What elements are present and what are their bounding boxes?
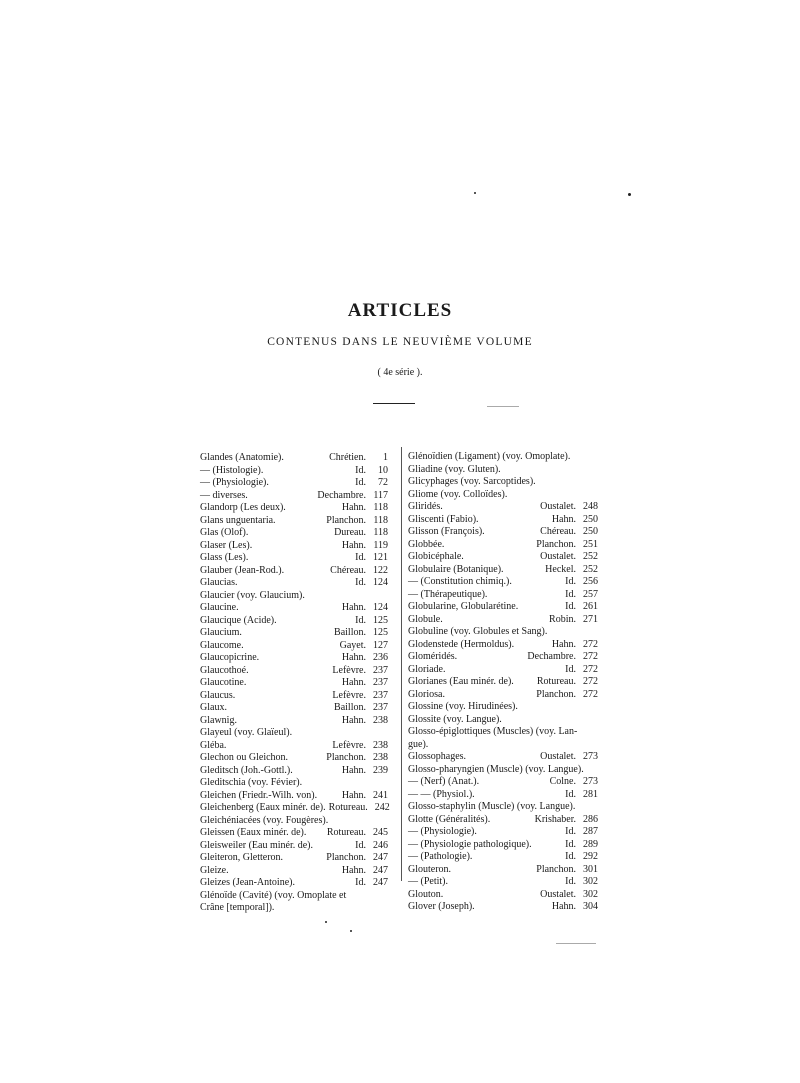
index-entry	[408, 551, 598, 564]
index-entry	[408, 751, 598, 764]
entry-author: Id.	[355, 614, 366, 626]
entry-title: Glechon ou Gleichon.	[200, 752, 289, 763]
index-entry	[200, 752, 388, 765]
index-entry	[200, 490, 388, 503]
entry-page: 236	[373, 652, 388, 663]
index-entry	[200, 577, 388, 590]
entry-author: Hahn.	[341, 789, 366, 801]
entry-page	[576, 489, 598, 502]
page-title: ARTICLES	[347, 300, 453, 321]
entry-author: Gayet.	[339, 639, 366, 651]
entry-title: Globularine, Globularétine.	[408, 601, 519, 612]
scan-speck	[487, 406, 519, 407]
index-entry	[408, 889, 598, 902]
entry-page: 245	[373, 827, 388, 838]
index-column-right	[408, 451, 598, 914]
index-entry	[200, 465, 388, 478]
entry-page: 272	[583, 638, 598, 650]
index-entry	[408, 739, 598, 752]
entry-page: 237	[373, 689, 388, 701]
entry-page: 247	[373, 877, 388, 888]
entry-title: Glossine (voy. Hirudinées).	[408, 701, 518, 712]
entry-author: Id.	[565, 588, 576, 600]
entry-page	[587, 764, 609, 777]
entry-author: Krishaber.	[534, 813, 576, 825]
index-entry	[200, 740, 388, 753]
entry-page: 248	[583, 501, 598, 512]
entry-author: Rotureau.	[536, 676, 576, 687]
entry-title: Glover (Joseph).	[408, 901, 475, 912]
index-entry	[408, 639, 598, 652]
index-entry	[408, 501, 598, 514]
entry-title: Gleissen (Eaux minér. de).	[200, 827, 307, 838]
entry-page: 292	[583, 851, 598, 862]
entry-title: Glans unguentaria.	[200, 514, 276, 526]
entry-page	[366, 590, 388, 603]
entry-title: Glaucique (Acide).	[200, 614, 277, 626]
entry-title: Glicyphages (voy. Sarcoptides).	[408, 476, 536, 487]
entry-title: Globuline (voy. Globules et Sang).	[408, 626, 548, 637]
index-entry	[200, 452, 388, 465]
index-entry	[200, 727, 388, 740]
index-entry	[200, 590, 388, 603]
index-entry	[200, 802, 388, 815]
index-entry	[200, 540, 388, 553]
entry-page	[576, 476, 598, 489]
entry-page	[578, 801, 600, 814]
index-entry	[200, 640, 388, 653]
entry-author: Oustalet.	[540, 751, 576, 762]
entry-page: 238	[373, 752, 388, 763]
entry-title: Glaux.	[200, 702, 227, 713]
entry-title: — (Nerf) (Anat.).	[408, 776, 480, 787]
entry-author: Chéreau.	[540, 526, 576, 537]
entry-title: Glandorp (Les deux).	[200, 502, 286, 513]
entry-page: 272	[583, 676, 598, 687]
entry-page: 122	[373, 564, 388, 576]
entry-title: Glas (Olof).	[200, 527, 249, 538]
entry-title: — — (Physiol.).	[408, 788, 475, 800]
index-entry	[200, 627, 388, 640]
entry-page: 273	[583, 776, 598, 787]
entry-title: Glosso-staphylin (Muscle) (voy. Langue).	[408, 801, 576, 812]
entry-title: Gliadine (voy. Gluten).	[408, 463, 501, 475]
index-entry	[200, 790, 388, 803]
entry-author: Dechambre.	[527, 651, 576, 662]
entry-title: — (Constitution chimiq.).	[408, 576, 512, 587]
entry-title: gue).	[408, 738, 429, 750]
entry-page: 304	[583, 901, 598, 912]
entry-page: 272	[583, 688, 598, 700]
entry-title: Globulaire (Botanique).	[408, 563, 504, 575]
entry-author: Id.	[355, 877, 366, 888]
entry-author: Hahn.	[341, 502, 366, 513]
entry-author: Hahn.	[341, 602, 366, 613]
entry-page: 250	[583, 526, 598, 537]
entry-title: Glaucus.	[200, 689, 236, 701]
entry-page: 124	[373, 577, 388, 588]
index-entry	[408, 651, 598, 664]
index-entry	[408, 801, 598, 814]
entry-page: 281	[583, 788, 598, 800]
entry-title: Globicéphale.	[408, 551, 464, 562]
entry-author: Hahn.	[341, 714, 366, 726]
entry-author: Rotureau.	[328, 802, 368, 813]
index-entry	[200, 665, 388, 678]
entry-author: Id.	[565, 851, 576, 862]
entry-page: 241	[373, 789, 388, 801]
entry-page: 118	[373, 527, 388, 538]
entry-title: Glosso-pharyngien (Muscle) (voy. Langue).	[408, 763, 584, 775]
index-entry	[200, 502, 388, 515]
index-entry	[408, 876, 598, 889]
index-entry	[200, 615, 388, 628]
entry-title: Gloriade.	[408, 663, 446, 675]
entry-title: Glaser (Les).	[200, 539, 253, 551]
entry-author: Chrétien.	[329, 452, 366, 463]
entry-title: Gleizes (Jean-Antoine).	[200, 877, 295, 888]
index-entry	[408, 839, 598, 852]
entry-title: Glossite (voy. Langue).	[408, 713, 502, 725]
entry-page: 119	[373, 539, 388, 551]
index-entry	[408, 589, 598, 602]
entry-page: 127	[373, 639, 388, 651]
entry-author: Hahn.	[551, 638, 576, 650]
entry-author: Planchon.	[326, 514, 366, 526]
entry-author: Id.	[355, 552, 366, 563]
entry-title: — (Pathologie).	[408, 851, 473, 862]
entry-page	[576, 626, 598, 639]
entry-author: Heckel.	[545, 563, 576, 575]
entry-author: Hahn.	[341, 677, 366, 688]
entry-author: Oustalet.	[540, 888, 576, 900]
entry-title: Glaucopicrine.	[200, 652, 260, 663]
entry-page: 302	[583, 876, 598, 887]
index-entry	[200, 815, 388, 828]
entry-title: Glass (Les).	[200, 552, 249, 563]
index-entry	[200, 690, 388, 703]
entry-title: Glauber (Jean-Rod.).	[200, 564, 285, 576]
entry-page: 118	[373, 502, 388, 513]
entry-author: Baillon.	[334, 627, 366, 638]
entry-title: Gloriosa.	[408, 688, 445, 700]
entry-author: Id.	[565, 826, 576, 837]
index-entry	[408, 676, 598, 689]
index-entry	[408, 526, 598, 539]
entry-title: Glotte (Généralités).	[408, 813, 491, 825]
entry-title: — (Physiologie pathologique).	[408, 838, 532, 850]
index-entry	[408, 601, 598, 614]
entry-page: 239	[373, 764, 388, 776]
entry-author: Id.	[565, 576, 576, 587]
entry-page	[366, 890, 388, 903]
entry-author: Planchon.	[536, 863, 576, 875]
entry-title: — (Physiologie).	[408, 826, 477, 837]
index-entry	[408, 776, 598, 789]
entry-title: Gleditschia (voy. Févier).	[200, 777, 303, 788]
entry-title: Glosso-épiglottiques (Muscles) (voy. Lan-	[408, 726, 578, 737]
entry-page: 237	[373, 677, 388, 688]
index-entry	[200, 852, 388, 865]
entry-page	[576, 464, 598, 477]
index-entry	[200, 765, 388, 778]
index-entry	[408, 814, 598, 827]
index-entry	[408, 539, 598, 552]
index-entry	[408, 576, 598, 589]
index-column-left	[200, 452, 388, 915]
index-entry	[408, 464, 598, 477]
index-entry	[200, 865, 388, 878]
index-entry	[408, 476, 598, 489]
index-entry	[200, 602, 388, 615]
index-entry	[200, 715, 388, 728]
entry-title: Gleiteron, Gletteron.	[200, 852, 284, 863]
index-entry	[408, 851, 598, 864]
entry-title: Gleditsch (Joh.-Gottl.).	[200, 764, 293, 776]
entry-title: Glaucier (voy. Glaucium).	[200, 589, 305, 601]
index-entry	[200, 902, 388, 915]
entry-page: 257	[583, 588, 598, 600]
entry-page: 289	[583, 838, 598, 850]
entry-title: Glayeul (voy. Glaïeul).	[200, 727, 293, 738]
entry-page: 125	[373, 627, 388, 638]
entry-author: Dechambre.	[317, 489, 366, 501]
entry-title: Glodenstede (Hermoldus).	[408, 638, 515, 650]
index-entry	[408, 489, 598, 502]
entry-title: Gloméridés.	[408, 651, 458, 662]
entry-author: Rotureau.	[326, 827, 366, 838]
entry-title: Glaucine.	[200, 602, 239, 613]
entry-page: 246	[373, 839, 388, 851]
entry-author: Oustalet.	[540, 501, 576, 512]
index-entry	[200, 827, 388, 840]
entry-page	[366, 902, 388, 915]
index-entry	[200, 840, 388, 853]
entry-page	[576, 451, 598, 464]
index-entry	[200, 877, 388, 890]
entry-title: Gliome (voy. Colloïdes).	[408, 488, 508, 500]
entry-page	[576, 739, 598, 752]
entry-author: Hahn.	[341, 539, 366, 551]
entry-author: Lefèvre.	[332, 689, 366, 701]
entry-page: 247	[373, 852, 388, 863]
index-entry	[408, 701, 598, 714]
index-entry	[408, 826, 598, 839]
entry-page	[580, 726, 602, 739]
index-entry	[408, 664, 598, 677]
index-entry	[408, 626, 598, 639]
index-entry	[200, 677, 388, 690]
scan-speck	[325, 921, 327, 923]
entry-title: Glaucome.	[200, 639, 244, 651]
entry-page: 125	[373, 614, 388, 626]
index-entry	[200, 477, 388, 490]
index-entry	[200, 890, 388, 903]
entry-title: Gleichenberg (Eaux minér. de).	[200, 802, 326, 813]
entry-title: — (Thérapeutique).	[408, 588, 488, 600]
entry-page	[366, 815, 388, 828]
entry-page	[576, 701, 598, 714]
column-divider	[401, 447, 402, 881]
entry-author: Id.	[565, 601, 576, 612]
entry-title: Gleize.	[200, 864, 229, 876]
title-rule	[373, 403, 415, 404]
entry-title: Glénoïdien (Ligament) (voy. Omoplate).	[408, 451, 571, 462]
entry-author: Id.	[355, 577, 366, 588]
entry-page: 256	[583, 576, 598, 587]
entry-title: Gleisweiler (Eau minér. de).	[200, 839, 314, 851]
entry-title: Glénoïde (Cavité) (voy. Omoplate et	[200, 889, 347, 901]
entry-title: — (Physiologie).	[200, 477, 269, 488]
entry-author: Dureau.	[334, 527, 366, 538]
entry-title: Glandes (Anatomie).	[200, 452, 284, 463]
entry-page: 1	[383, 452, 388, 463]
entry-page: 251	[583, 538, 598, 550]
entry-title: Globbée.	[408, 538, 445, 550]
entry-title: Gliridés.	[408, 501, 443, 512]
entry-title: Glawnig.	[200, 714, 237, 726]
index-entry	[408, 451, 598, 464]
entry-page: 252	[583, 563, 598, 575]
entry-title: Crâne [temporal]).	[200, 902, 275, 913]
entry-author: Id.	[565, 838, 576, 850]
index-entry	[200, 565, 388, 578]
entry-page: 250	[583, 513, 598, 525]
entry-page: 72	[378, 477, 388, 488]
index-entry	[408, 726, 598, 739]
scan-speck	[628, 193, 631, 196]
entry-page: 261	[583, 601, 598, 612]
index-entry	[200, 777, 388, 790]
entry-author: Planchon.	[536, 688, 576, 700]
entry-author: Baillon.	[334, 702, 366, 713]
entry-page: 272	[583, 663, 598, 675]
entry-title: Gléba.	[200, 739, 227, 751]
entry-author: Planchon.	[326, 852, 366, 863]
index-entry	[408, 564, 598, 577]
entry-page: 237	[373, 664, 388, 676]
entry-page: 287	[583, 826, 598, 837]
entry-page: 242	[374, 802, 390, 813]
entry-author: Id.	[355, 464, 366, 476]
entry-title: Gleichen (Friedr.-Wilh. von).	[200, 789, 318, 801]
page-subtitle: CONTENUS DANS LE NEUVIÈME VOLUME	[267, 336, 533, 348]
entry-title: Gliscenti (Fabio).	[408, 513, 479, 525]
index-entry	[408, 901, 598, 914]
index-entry	[408, 689, 598, 702]
entry-author: Hahn.	[341, 764, 366, 776]
entry-title: Glouteron.	[408, 863, 452, 875]
entry-page: 301	[583, 863, 598, 875]
entry-author: Planchon.	[326, 752, 366, 763]
scan-speck	[350, 930, 352, 932]
entry-author: Id.	[355, 839, 366, 851]
entry-author: Hahn.	[341, 652, 366, 663]
entry-title: Glouton.	[408, 888, 444, 900]
entry-author: Id.	[565, 663, 576, 675]
index-entry	[408, 514, 598, 527]
entry-author: Id.	[565, 788, 576, 800]
index-entry	[200, 552, 388, 565]
entry-author: Planchon.	[536, 538, 576, 550]
index-entry	[200, 515, 388, 528]
entry-title: Glaucothoé.	[200, 664, 249, 676]
entry-title: Glisson (François).	[408, 526, 485, 537]
entry-page: 117	[373, 489, 388, 501]
entry-page: 272	[583, 651, 598, 662]
scan-speck	[556, 943, 596, 944]
index-entry	[408, 614, 598, 627]
entry-title: — (Petit).	[408, 876, 448, 887]
index-entry	[200, 527, 388, 540]
entry-author: Hahn.	[341, 864, 366, 876]
index-entry	[408, 789, 598, 802]
series-label: ( 4e série ).	[377, 367, 423, 378]
entry-page	[366, 777, 388, 790]
entry-page: 121	[373, 552, 388, 563]
entry-page	[576, 714, 598, 727]
entry-page: 247	[373, 864, 388, 876]
entry-author: Hahn.	[551, 513, 576, 525]
entry-title: Gleichéniacées (voy. Fougères).	[200, 814, 329, 826]
entry-author: Robin.	[549, 613, 576, 625]
entry-author: Colne.	[549, 776, 576, 787]
entry-page: 252	[583, 551, 598, 562]
entry-page	[366, 727, 388, 740]
index-entry	[408, 764, 598, 777]
entry-page: 238	[373, 714, 388, 726]
entry-author: Id.	[565, 876, 576, 887]
index-entry	[200, 652, 388, 665]
index-entry	[408, 714, 598, 727]
entry-page: 273	[583, 751, 598, 762]
entry-title: — diverses.	[200, 489, 248, 501]
entry-title: Glaucium.	[200, 627, 242, 638]
entry-title: Glossophages.	[408, 751, 467, 762]
entry-page: 286	[583, 813, 598, 825]
entry-author: Id.	[355, 477, 366, 488]
entry-page: 271	[583, 613, 598, 625]
entry-page: 302	[583, 888, 598, 900]
entry-title: — (Histologie).	[200, 464, 264, 476]
scan-speck	[474, 192, 476, 194]
entry-author: Lefèvre.	[332, 664, 366, 676]
entry-page: 10	[378, 464, 388, 476]
entry-author: Hahn.	[551, 901, 576, 912]
index-entry	[200, 702, 388, 715]
entry-title: Globule.	[408, 613, 443, 625]
entry-page: 124	[373, 602, 388, 613]
entry-author: Lefèvre.	[332, 739, 366, 751]
entry-page: 237	[373, 702, 388, 713]
entry-title: Glorianes (Eau minér. de).	[408, 676, 514, 687]
entry-title: Glaucotine.	[200, 677, 247, 688]
entry-author: Oustalet.	[540, 551, 576, 562]
entry-page: 118	[373, 514, 388, 526]
entry-title: Glaucias.	[200, 577, 238, 588]
entry-page: 238	[373, 739, 388, 751]
entry-author: Chéreau.	[330, 564, 366, 576]
index-entry	[408, 864, 598, 877]
